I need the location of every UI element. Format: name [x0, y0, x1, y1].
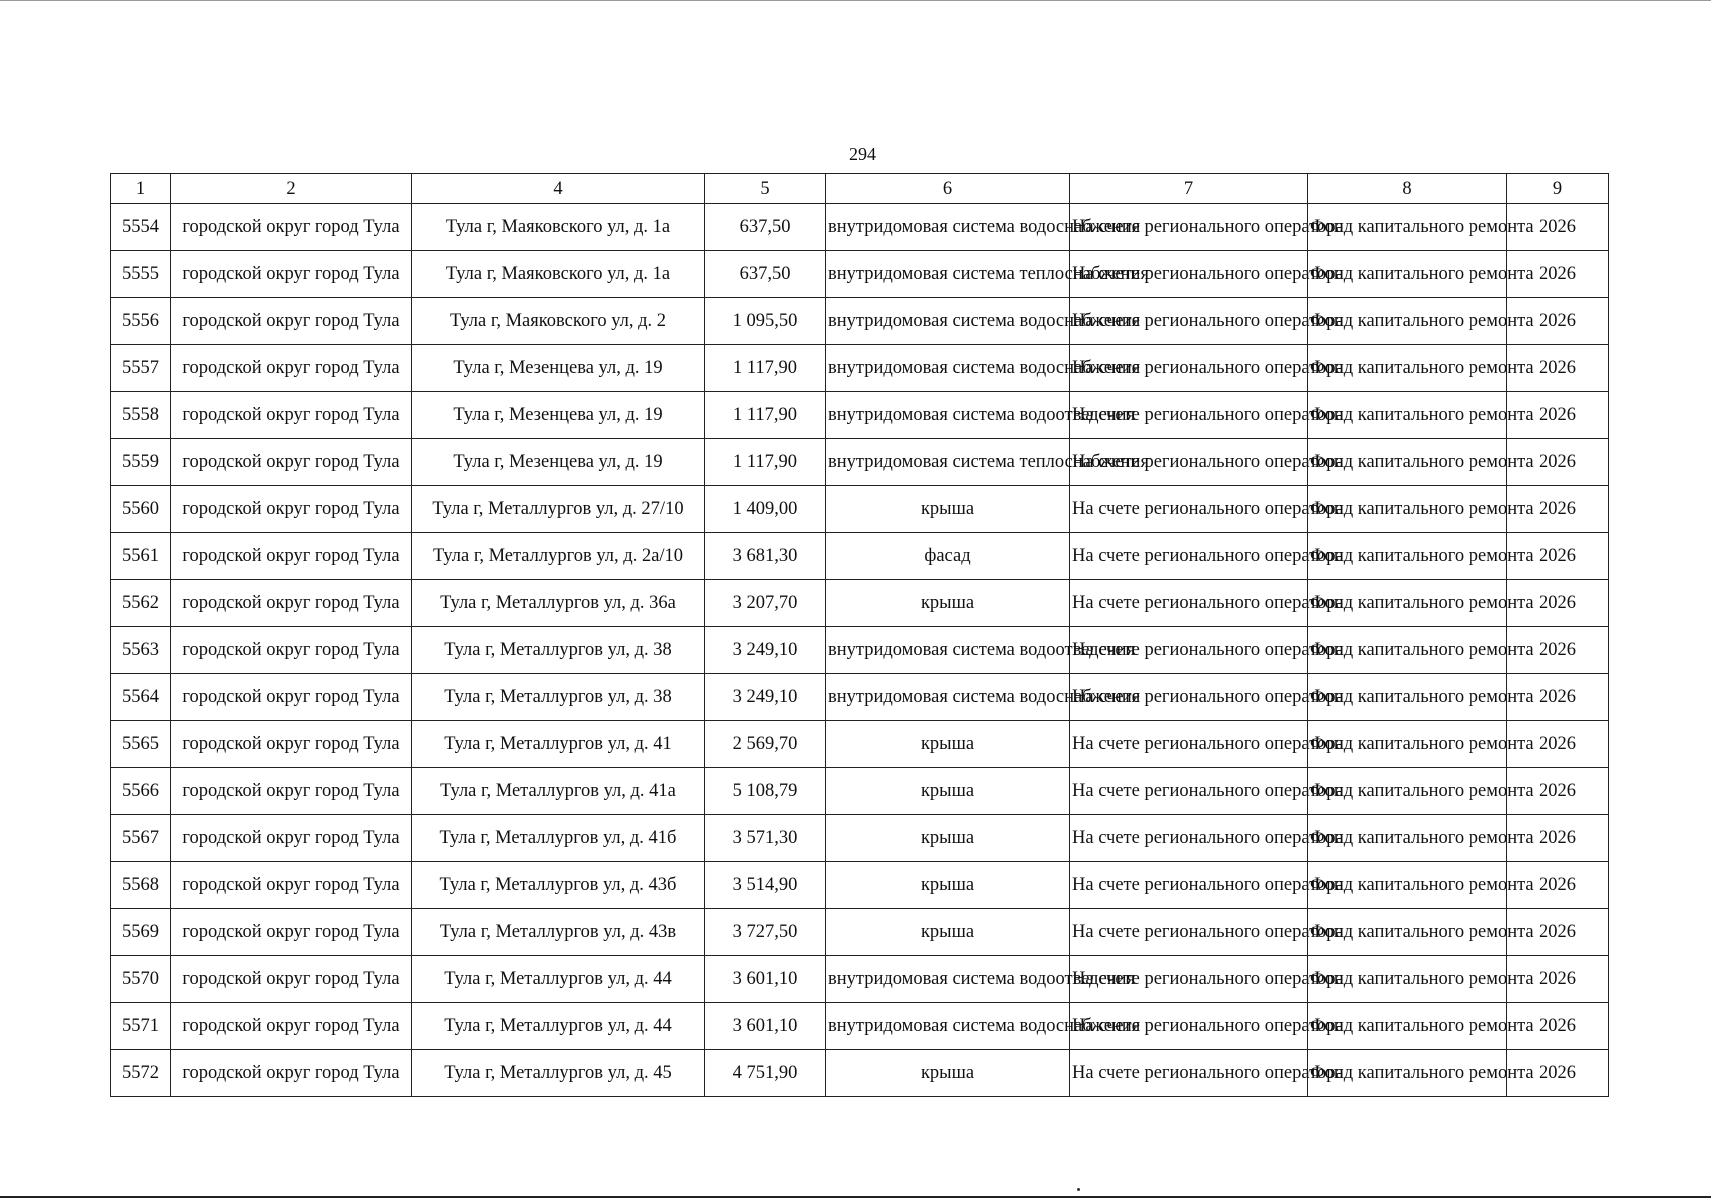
area-cell: 1 117,90	[705, 439, 826, 486]
row-number-cell: 5555	[111, 251, 171, 298]
row-number-cell: 5571	[111, 1003, 171, 1050]
account-cell: На счете регионального оператора	[1070, 674, 1308, 721]
area-cell: 1 117,90	[705, 345, 826, 392]
table-row	[111, 533, 1609, 580]
district-cell: городской округ город Тула	[171, 251, 412, 298]
address-cell: Тула г, Металлургов ул, д. 38	[412, 627, 705, 674]
row-number-cell: 5565	[111, 721, 171, 768]
work-type-cell: крыша	[826, 1050, 1070, 1097]
funding-source-cell: Фонд капитального ремонта	[1308, 627, 1507, 674]
table-row	[111, 1003, 1609, 1050]
work-type-cell: внутридомовая система водоснабжения	[826, 204, 1070, 251]
row-number-cell: 5561	[111, 533, 171, 580]
district-cell: городской округ город Тула	[171, 909, 412, 956]
row-number-cell: 5570	[111, 956, 171, 1003]
page-number: 294	[849, 144, 876, 164]
address-cell: Тула г, Мезенцева ул, д. 19	[412, 439, 705, 486]
area-cell: 3 249,10	[705, 674, 826, 721]
row-number-cell: 5558	[111, 392, 171, 439]
area-cell: 637,50	[705, 251, 826, 298]
table-row	[111, 439, 1609, 486]
table-row	[111, 721, 1609, 768]
funding-source-cell: Фонд капитального ремонта	[1308, 486, 1507, 533]
table-row	[111, 627, 1609, 674]
work-type-cell: внутридомовая система теплоснабжения	[826, 251, 1070, 298]
funding-source-cell: Фонд капитального ремонта	[1308, 674, 1507, 721]
year-cell: 2026	[1507, 1003, 1609, 1050]
work-type-cell: внутридомовая система водоснабжения	[826, 345, 1070, 392]
district-cell: городской округ город Тула	[171, 1050, 412, 1097]
funding-source-cell: Фонд капитального ремонта	[1308, 298, 1507, 345]
table-row	[111, 1050, 1609, 1097]
address-cell: Тула г, Металлургов ул, д. 43б	[412, 862, 705, 909]
column-number: 6	[826, 174, 1070, 204]
work-type-cell: внутридомовая система водоотведения	[826, 392, 1070, 439]
funding-source-cell: Фонд капитального ремонта	[1308, 721, 1507, 768]
address-cell: Тула г, Металлургов ул, д. 45	[412, 1050, 705, 1097]
column-number: 1	[111, 174, 171, 204]
column-number: 7	[1070, 174, 1308, 204]
year-cell: 2026	[1507, 909, 1609, 956]
address-cell: Тула г, Металлургов ул, д. 41а	[412, 768, 705, 815]
funding-source-cell: Фонд капитального ремонта	[1308, 251, 1507, 298]
funding-source-cell: Фонд капитального ремонта	[1308, 909, 1507, 956]
district-cell: городской округ город Тула	[171, 204, 412, 251]
funding-source-cell: Фонд капитального ремонта	[1308, 580, 1507, 627]
row-number-cell: 5572	[111, 1050, 171, 1097]
area-cell: 1 409,00	[705, 486, 826, 533]
table-row	[111, 486, 1609, 533]
row-number-cell: 5557	[111, 345, 171, 392]
funding-source-cell: Фонд капитального ремонта	[1308, 862, 1507, 909]
area-cell: 3 727,50	[705, 909, 826, 956]
row-number-cell: 5568	[111, 862, 171, 909]
district-cell: городской округ город Тула	[171, 627, 412, 674]
funding-source-cell: Фонд капитального ремонта	[1308, 768, 1507, 815]
table-row	[111, 674, 1609, 721]
address-cell: Тула г, Маяковского ул, д. 1а	[412, 251, 705, 298]
row-number-cell: 5559	[111, 439, 171, 486]
address-cell: Тула г, Металлургов ул, д. 2а/10	[412, 533, 705, 580]
account-cell: На счете регионального оператора	[1070, 627, 1308, 674]
table-row	[111, 345, 1609, 392]
row-number-cell: 5564	[111, 674, 171, 721]
area-cell: 3 571,30	[705, 815, 826, 862]
work-type-cell: крыша	[826, 486, 1070, 533]
year-cell: 2026	[1507, 486, 1609, 533]
account-cell: На счете регионального оператора	[1070, 486, 1308, 533]
year-cell: 2026	[1507, 580, 1609, 627]
table-row	[111, 580, 1609, 627]
account-cell: На счете регионального оператора	[1070, 345, 1308, 392]
district-cell: городской округ город Тула	[171, 721, 412, 768]
account-cell: На счете регионального оператора	[1070, 439, 1308, 486]
work-type-cell: внутридомовая система водоотведения	[826, 627, 1070, 674]
table-body	[111, 174, 1609, 1097]
table-row	[111, 251, 1609, 298]
account-cell: На счете регионального оператора	[1070, 721, 1308, 768]
district-cell: городской округ город Тула	[171, 392, 412, 439]
address-cell: Тула г, Металлургов ул, д. 43в	[412, 909, 705, 956]
funding-source-cell: Фонд капитального ремонта	[1308, 439, 1507, 486]
address-cell: Тула г, Металлургов ул, д. 41б	[412, 815, 705, 862]
area-cell: 3 207,70	[705, 580, 826, 627]
address-cell: Тула г, Металлургов ул, д. 36а	[412, 580, 705, 627]
funding-source-cell: Фонд капитального ремонта	[1308, 815, 1507, 862]
row-number-cell: 5554	[111, 204, 171, 251]
address-cell: Тула г, Металлургов ул, д. 44	[412, 1003, 705, 1050]
area-cell: 1 095,50	[705, 298, 826, 345]
column-number: 9	[1507, 174, 1609, 204]
address-cell: Тула г, Маяковского ул, д. 1а	[412, 204, 705, 251]
table-row	[111, 956, 1609, 1003]
address-cell: Тула г, Металлургов ул, д. 38	[412, 674, 705, 721]
column-number: 2	[171, 174, 412, 204]
table-row	[111, 768, 1609, 815]
funding-source-cell: Фонд капитального ремонта	[1308, 204, 1507, 251]
column-number: 8	[1308, 174, 1507, 204]
work-type-cell: крыша	[826, 862, 1070, 909]
work-type-cell: фасад	[826, 533, 1070, 580]
work-type-cell: крыша	[826, 909, 1070, 956]
table-row	[111, 298, 1609, 345]
year-cell: 2026	[1507, 768, 1609, 815]
table-row	[111, 862, 1609, 909]
column-number: 4	[412, 174, 705, 204]
account-cell: На счете регионального оператора	[1070, 392, 1308, 439]
area-cell: 3 681,30	[705, 533, 826, 580]
funding-source-cell: Фонд капитального ремонта	[1308, 533, 1507, 580]
row-number-cell: 5562	[111, 580, 171, 627]
scan-bottom-edge	[0, 1196, 1711, 1198]
area-cell: 3 514,90	[705, 862, 826, 909]
year-cell: 2026	[1507, 392, 1609, 439]
scan-speck	[1077, 1188, 1080, 1191]
row-number-cell: 5556	[111, 298, 171, 345]
work-type-cell: крыша	[826, 768, 1070, 815]
work-type-cell: крыша	[826, 815, 1070, 862]
address-cell: Тула г, Мезенцева ул, д. 19	[412, 345, 705, 392]
address-cell: Тула г, Металлургов ул, д. 27/10	[412, 486, 705, 533]
address-cell: Тула г, Маяковского ул, д. 2	[412, 298, 705, 345]
work-type-cell: внутридомовая система водоснабжения	[826, 1003, 1070, 1050]
row-number-cell: 5563	[111, 627, 171, 674]
district-cell: городской округ город Тула	[171, 580, 412, 627]
district-cell: городской округ город Тула	[171, 486, 412, 533]
row-number-cell: 5560	[111, 486, 171, 533]
work-type-cell: внутридомовая система водоотведения	[826, 956, 1070, 1003]
column-number-row	[111, 174, 1609, 204]
year-cell: 2026	[1507, 251, 1609, 298]
district-cell: городской округ город Тула	[171, 1003, 412, 1050]
year-cell: 2026	[1507, 298, 1609, 345]
account-cell: На счете регионального оператора	[1070, 251, 1308, 298]
address-cell: Тула г, Металлургов ул, д. 44	[412, 956, 705, 1003]
area-cell: 4 751,90	[705, 1050, 826, 1097]
area-cell: 2 569,70	[705, 721, 826, 768]
district-cell: городской округ город Тула	[171, 674, 412, 721]
table-row	[111, 909, 1609, 956]
district-cell: городской округ город Тула	[171, 815, 412, 862]
account-cell: На счете регионального оператора	[1070, 298, 1308, 345]
column-number: 5	[705, 174, 826, 204]
district-cell: городской округ город Тула	[171, 956, 412, 1003]
work-type-cell: внутридомовая система теплоснабжения	[826, 439, 1070, 486]
funding-source-cell: Фонд капитального ремонта	[1308, 1003, 1507, 1050]
funding-source-cell: Фонд капитального ремонта	[1308, 345, 1507, 392]
account-cell: На счете регионального оператора	[1070, 533, 1308, 580]
district-cell: городской округ город Тула	[171, 862, 412, 909]
area-cell: 5 108,79	[705, 768, 826, 815]
year-cell: 2026	[1507, 815, 1609, 862]
area-cell: 637,50	[705, 204, 826, 251]
year-cell: 2026	[1507, 627, 1609, 674]
district-cell: городской округ город Тула	[171, 345, 412, 392]
scan-top-edge	[0, 0, 1711, 1]
funding-source-cell: Фонд капитального ремонта	[1308, 956, 1507, 1003]
year-cell: 2026	[1507, 862, 1609, 909]
account-cell: На счете регионального оператора	[1070, 204, 1308, 251]
district-cell: городской округ город Тула	[171, 533, 412, 580]
row-number-cell: 5567	[111, 815, 171, 862]
area-cell: 3 601,10	[705, 1003, 826, 1050]
row-number-cell: 5569	[111, 909, 171, 956]
year-cell: 2026	[1507, 674, 1609, 721]
work-type-cell: крыша	[826, 580, 1070, 627]
year-cell: 2026	[1507, 345, 1609, 392]
year-cell: 2026	[1507, 1050, 1609, 1097]
table-row	[111, 392, 1609, 439]
account-cell: На счете регионального оператора	[1070, 815, 1308, 862]
table-row	[111, 815, 1609, 862]
table-row	[111, 204, 1609, 251]
account-cell: На счете регионального оператора	[1070, 580, 1308, 627]
year-cell: 2026	[1507, 204, 1609, 251]
account-cell: На счете регионального оператора	[1070, 956, 1308, 1003]
row-number-cell: 5566	[111, 768, 171, 815]
area-cell: 1 117,90	[705, 392, 826, 439]
work-type-cell: крыша	[826, 721, 1070, 768]
account-cell: На счете регионального оператора	[1070, 1003, 1308, 1050]
year-cell: 2026	[1507, 439, 1609, 486]
district-cell: городской округ город Тула	[171, 439, 412, 486]
year-cell: 2026	[1507, 533, 1609, 580]
work-type-cell: внутридомовая система водоснабжения	[826, 674, 1070, 721]
year-cell: 2026	[1507, 956, 1609, 1003]
funding-source-cell: Фонд капитального ремонта	[1308, 392, 1507, 439]
address-cell: Тула г, Мезенцева ул, д. 19	[412, 392, 705, 439]
account-cell: На счете регионального оператора	[1070, 862, 1308, 909]
address-cell: Тула г, Металлургов ул, д. 41	[412, 721, 705, 768]
work-type-cell: внутридомовая система водоснабжения	[826, 298, 1070, 345]
account-cell: На счете регионального оператора	[1070, 768, 1308, 815]
district-cell: городской округ город Тула	[171, 768, 412, 815]
repair-registry-table	[110, 173, 1609, 1097]
area-cell: 3 601,10	[705, 956, 826, 1003]
year-cell: 2026	[1507, 721, 1609, 768]
account-cell: На счете регионального оператора	[1070, 909, 1308, 956]
account-cell: На счете регионального оператора	[1070, 1050, 1308, 1097]
district-cell: городской округ город Тула	[171, 298, 412, 345]
funding-source-cell: Фонд капитального ремонта	[1308, 1050, 1507, 1097]
area-cell: 3 249,10	[705, 627, 826, 674]
